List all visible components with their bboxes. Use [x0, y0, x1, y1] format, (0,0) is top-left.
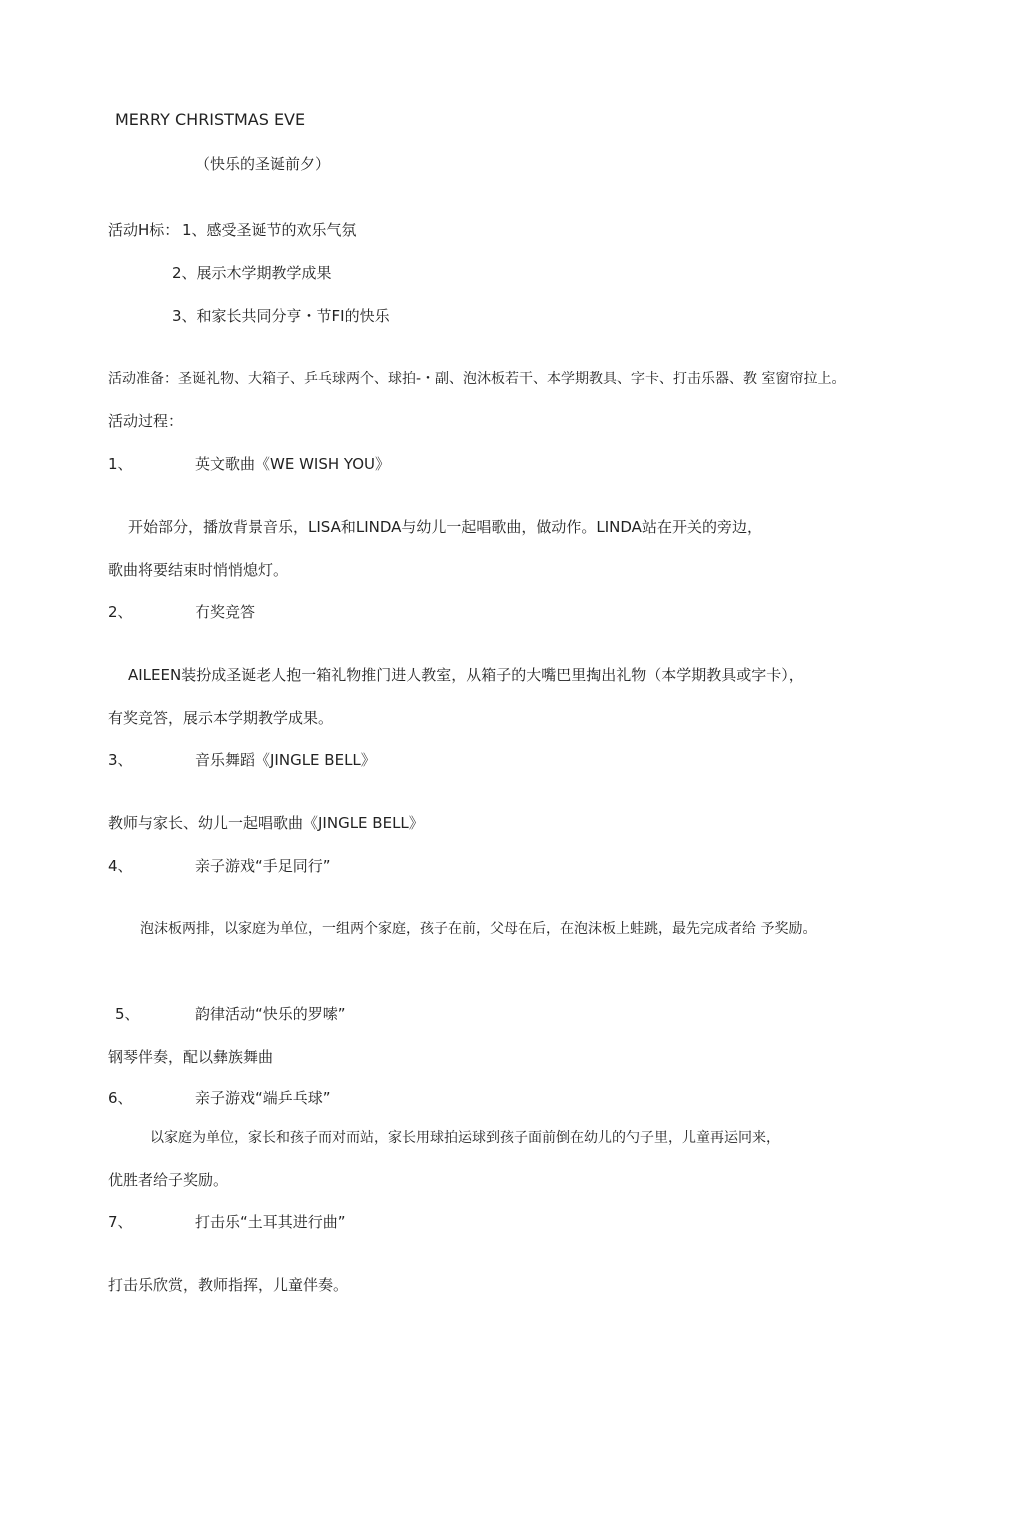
step-number: 2、: [108, 603, 133, 621]
prep-text: 活动准备：圣诞礼物、大箱子、乒乓球两个、球拍-・副、泡沐板若干、本学期教具、字卡、打击乐器、教 室窗帘拉上。: [108, 371, 846, 387]
step-desc: 以家庭为单位，家长和孩子而对而站，家长用球拍运球到孩子面前倒在幼儿的勺子里，儿童再运冋来，: [150, 1130, 780, 1146]
step-title: 亲子游戏“手足同行”: [195, 857, 331, 875]
process-label: 活动过程：: [108, 412, 184, 430]
step-number: 3、: [108, 751, 133, 769]
goal-item-1: 1、感受圣诞节的欢乐气氛: [182, 221, 357, 239]
step-desc: 优胜者给子奖励。: [108, 1171, 229, 1189]
step-number: 5、: [115, 1005, 140, 1023]
step-title: 亲子游戏“端乒乓球”: [195, 1089, 331, 1107]
step-desc: 开始部分，播放背景音乐，LISA和LINDA与幼儿一起唱歌曲，做动作。LINDA站在开关的旁边，: [128, 518, 762, 536]
goal-item-3: 3、和家长共同分亨・节FI的快乐: [172, 307, 390, 325]
step-desc: AILEEN装扮成圣诞老人抱一箱礼物推门进人教室，从箱子的大嘴巴里掏出礼物（本学期教具或字卡），: [128, 666, 804, 684]
step-desc: 教师与家长、幼儿一起唱歌曲《JINGLE BELL》: [108, 814, 424, 832]
step-title: 音乐舞蹈《JINGLE BELL》: [195, 751, 376, 769]
step-number: 6、: [108, 1089, 133, 1107]
doc-subtitle: （快乐的圣诞前夕）: [195, 155, 331, 173]
goals-label: 活动H标：: [108, 221, 180, 239]
step-number: 7、: [108, 1213, 133, 1231]
step-number: 1、: [108, 455, 133, 473]
step-number: 4、: [108, 857, 133, 875]
goal-item-2: 2、展示木学期教学成果: [172, 264, 332, 282]
step-desc: 泡沫板两排，以家庭为单位，一组两个家庭，孩子在前，父母在后，在泡沫板上蛙跳，最先完成者给 予奖励。: [140, 921, 817, 937]
step-desc: 有奖竞答，展示本学期教学成果。: [108, 709, 334, 727]
step-title: 英文歌曲《WE WISH YOU》: [195, 455, 391, 473]
step-title: 冇奖竞答: [195, 603, 256, 621]
step-desc: 钢琴伴奏，配以彝族舞曲: [108, 1048, 274, 1066]
step-title: 韵律活动“快乐的罗嗦”: [195, 1005, 346, 1023]
step-desc: 打击乐欣赏，教师指挥，儿童伴奏。: [108, 1276, 349, 1294]
step-desc: 歌曲将要结束时悄悄熄灯。: [108, 561, 289, 579]
step-title: 打击乐“土耳其进行曲”: [195, 1213, 346, 1231]
doc-title: MERRY CHRISTMAS EVE: [115, 110, 306, 129]
